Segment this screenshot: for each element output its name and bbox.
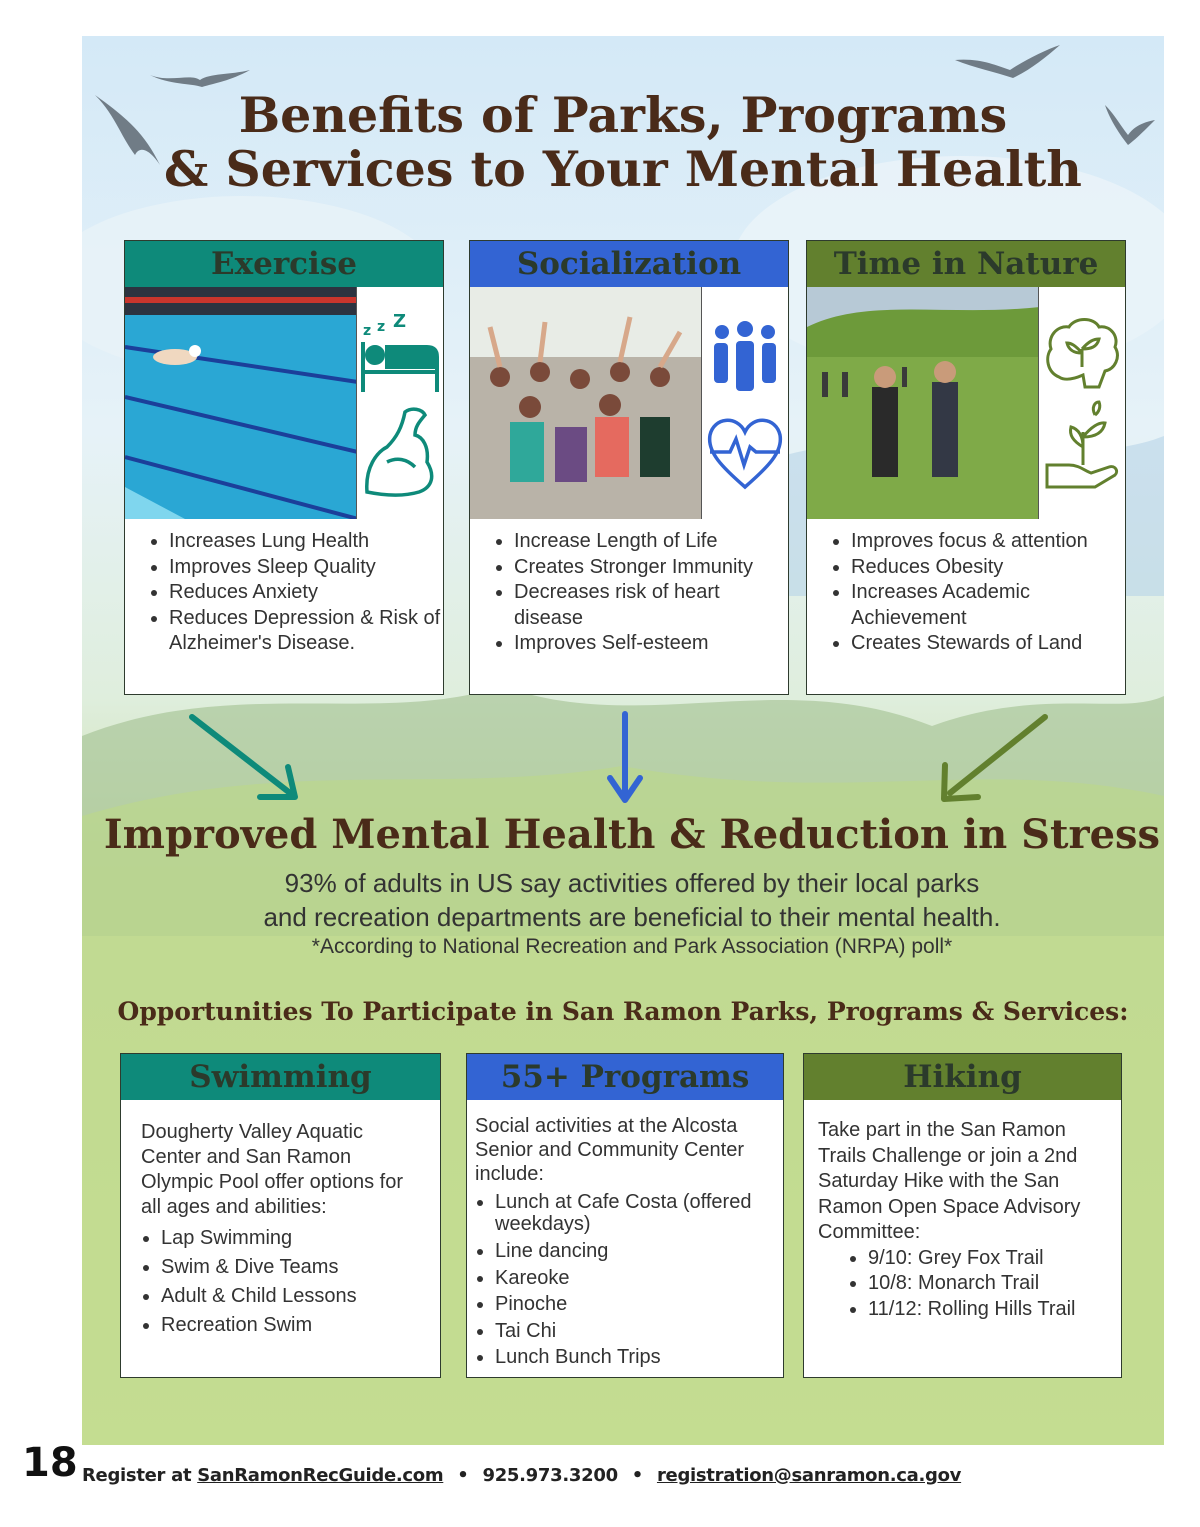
benefit-heading: Socialization [470,241,788,287]
benefit-list [807,529,1125,657]
separator: • [457,1465,469,1486]
opportunity-intro: Dougherty Valley Aquatic Center and San Ramon Olympic Pool offer options for all ages and abilities: [141,1121,403,1218]
community-people-icon [714,321,776,391]
footer-bar [82,1465,961,1486]
benefit-list [470,529,788,657]
register-label: Register at [82,1465,192,1486]
list-item: • Creates Stronger Immunity [514,555,788,581]
list-item: • Decreases risk of heart disease [514,580,788,631]
list-item: • 9/10: Grey Fox Trail [868,1246,1109,1272]
opportunity-intro: Take part in the San Ramon Trails Challenge or join a 2nd Saturday Hike with the San Ramon Open Space Advisory Committee: [818,1119,1081,1243]
list-item: • Lunch Bunch Trips [495,1344,775,1371]
brain-leaf-icon [1048,320,1118,388]
list-item: • Swim & Dive Teams [161,1253,422,1282]
result-heading: Improved Mental Health & Reduction in Stress [103,811,1161,858]
arrow-down-left-icon [930,705,1060,810]
email-link[interactable]: registration@sanramon.ca.gov [656,1465,962,1486]
list-item: • Increases Lung Health [169,529,443,555]
benefit-icons [701,287,788,519]
heartbeat-icon [710,420,781,487]
list-item: • Line dancing [495,1238,775,1265]
list-item: • Reduces Depression & Risk of Alzheimer's Disease. [169,606,443,657]
benefit-heading: Time in Nature [807,241,1125,287]
opportunity-list [141,1224,422,1340]
list-item: • Adult & Child Lessons [161,1282,422,1311]
list-item: • Improves Self-esteem [514,631,788,657]
bird-icon [955,40,1065,85]
list-item: • Improves Sleep Quality [169,555,443,581]
arrow-down-right-icon [180,705,320,810]
list-item: • Reduces Anxiety [169,580,443,606]
plant-in-hand-icon [1047,402,1117,487]
opportunities-heading: Opportunities To Participate in San Ramon Parks, Programs & Services: [117,997,1129,1026]
opportunity-card-hiking [803,1053,1122,1378]
list-item: • Increase Length of Life [514,529,788,555]
list-item: • 11/12: Rolling Hills Trail [868,1297,1109,1323]
svg-text:Z: Z [393,311,407,332]
result-statement [82,866,1182,934]
list-item: • Tai Chi [495,1318,775,1345]
opportunity-intro: Social activities at the Alcosta Senior and Community Center include: [475,1115,745,1185]
muscle-arm-icon [367,409,432,495]
benefit-card-nature [806,240,1126,695]
list-item: • Lunch at Cafe Costa (offered weekdays) [495,1188,775,1238]
seniors-group-photo [470,287,703,519]
list-item: • Improves focus & attention [851,529,1125,555]
benefit-list [125,529,443,657]
list-item: • Recreation Swim [161,1311,422,1340]
list-item: • Kareoke [495,1265,775,1292]
benefit-card-socialization [469,240,789,695]
list-item: • Lap Swimming [161,1224,422,1253]
website-link[interactable]: SanRamonRecGuide.com [197,1465,444,1486]
page-title [82,88,1164,196]
benefit-card-exercise [124,240,444,695]
title-line-1: Benefits of Parks, Programs [238,86,1008,144]
benefit-heading: Exercise [125,241,443,287]
hikers-field-photo [807,287,1040,519]
separator: • [631,1465,643,1486]
sleep-icon [363,311,437,392]
list-item: • Creates Stewards of Land [851,631,1125,657]
phone-number: 925.973.3200 [482,1465,618,1486]
page-number: 18 [22,1440,78,1486]
benefit-icons [356,287,443,519]
svg-text:z: z [363,323,372,339]
opportunity-list [475,1188,775,1371]
opportunity-heading: Hiking [804,1054,1121,1100]
opportunity-heading: 55+ Programs [467,1054,783,1100]
arrow-down-icon [600,708,650,808]
title-line-2: & Services to Your Mental Health [164,140,1082,198]
result-source: *According to National Recreation and Park Association (NRPA) poll* [311,935,953,958]
list-item: • Reduces Obesity [851,555,1125,581]
list-item: • Increases Academic Achievement [851,580,1125,631]
opportunity-list [818,1246,1109,1323]
list-item: • Pinoche [495,1291,775,1318]
opportunity-card-swimming [120,1053,441,1378]
result-line-2: and recreation departments are beneficial to their mental health. [263,902,1001,932]
svg-text:z: z [377,319,386,335]
list-item: • 10/8: Monarch Trail [868,1271,1109,1297]
benefit-icons [1038,287,1125,519]
opportunity-card-55-plus [466,1053,784,1378]
result-line-1: 93% of adults in US say activities offered by their local parks [284,868,980,898]
swimming-pool-photo [125,287,358,519]
opportunity-heading: Swimming [121,1054,440,1100]
